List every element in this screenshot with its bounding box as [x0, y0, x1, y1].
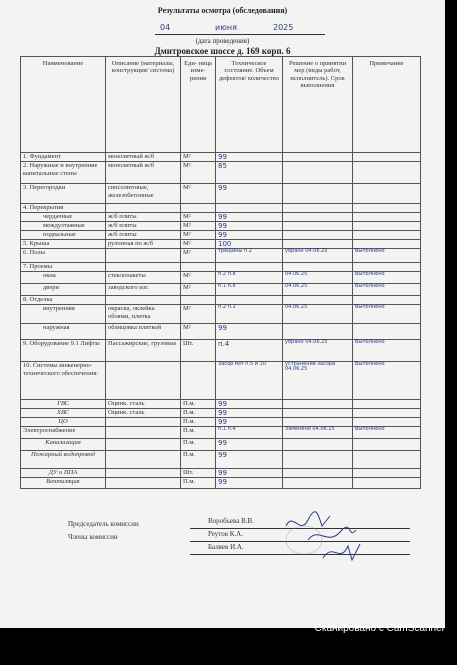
cell-unit: М² [181, 305, 216, 324]
signatures-handwritten [278, 506, 428, 568]
cell-name: 3. Перегородки [21, 184, 106, 204]
cell-unit: М² [181, 184, 216, 204]
cell-unit: Шт. [181, 469, 216, 478]
cell-state: 99 [216, 153, 283, 162]
cell-desc [106, 418, 181, 427]
cell-note: Выполнено [353, 249, 421, 263]
cell-desc [106, 204, 181, 213]
cell-note [353, 451, 421, 469]
cell-note [353, 400, 421, 409]
cell-state [216, 204, 283, 213]
cell-decision [283, 153, 353, 162]
table-row [21, 184, 421, 204]
cell-state: 99 [216, 418, 283, 427]
cell-unit: М² [181, 213, 216, 222]
cell-note [353, 222, 421, 231]
date-month: июня [215, 23, 237, 32]
cell-note: Выполнено [353, 340, 421, 362]
cell-decision [283, 213, 353, 222]
cell-decision [283, 222, 353, 231]
cell-name: ДУ и ППА [21, 469, 106, 478]
col-header-note: Примечание [353, 57, 421, 153]
cell-state: 99 [216, 324, 283, 340]
cell-desc [106, 451, 181, 469]
cell-name: чердачные [21, 213, 106, 222]
cell-state: Засор м/п п.5 и 10 [216, 362, 283, 400]
cell-decision [283, 451, 353, 469]
cell-decision: 04.06.25 [283, 305, 353, 324]
cell-note: Выполнено [353, 284, 421, 296]
cell-name: Вентиляция [21, 478, 106, 489]
cell-desc [106, 478, 181, 489]
cell-desc [106, 296, 181, 305]
table-row [21, 400, 421, 409]
cell-unit: М² [181, 153, 216, 162]
cell-desc [106, 439, 181, 451]
cell-note: Выполнено [353, 427, 421, 439]
cell-note [353, 324, 421, 340]
date-day: 04 [160, 23, 171, 32]
cell-decision: устранение засора 04.06.25 [283, 362, 353, 400]
cell-desc [106, 469, 181, 478]
cell-decision [283, 478, 353, 489]
cell-name: ГВС [21, 400, 106, 409]
cell-unit [181, 204, 216, 213]
cell-state: 99 [216, 409, 283, 418]
cell-unit: М² [181, 231, 216, 240]
cell-state: 99 [216, 213, 283, 222]
cell-state: п.1 п.6 [216, 284, 283, 296]
cell-decision [283, 400, 353, 409]
table-row [21, 409, 421, 418]
table-row [21, 340, 421, 362]
cell-state: п.2 п.8 [216, 272, 283, 284]
cell-unit [181, 362, 216, 400]
cell-desc: ж/б плиты [106, 222, 181, 231]
member2-name: Баляев И.А. [208, 543, 244, 551]
cell-note: Выполнено [353, 362, 421, 400]
cell-unit: П.м. [181, 400, 216, 409]
cell-decision [283, 439, 353, 451]
table-row [21, 204, 421, 213]
cell-decision [283, 469, 353, 478]
cell-decision: убрано 04.06.25 [283, 249, 353, 263]
table-row [21, 478, 421, 489]
cell-name: 10. Системы инженерно-технического обеспечения: [21, 362, 106, 400]
cell-state: п.2 п.1 [216, 305, 283, 324]
cell-note: Выполнено [353, 272, 421, 284]
cell-decision: 04.06.25 [283, 272, 353, 284]
cell-name: ЦО [21, 418, 106, 427]
cell-state: 100 [216, 240, 283, 249]
cell-name: 5. Крыша [21, 240, 106, 249]
cell-unit: М² [181, 162, 216, 184]
cell-unit: М² [181, 222, 216, 231]
cell-unit: М² [181, 284, 216, 296]
date-year: 2025 [273, 23, 294, 32]
cell-name: ХВС [21, 409, 106, 418]
cell-desc: Оцинк. сталь [106, 409, 181, 418]
cell-desc: заводского изг. [106, 284, 181, 296]
table-row [21, 153, 421, 162]
cell-decision [283, 204, 353, 213]
table-row [21, 324, 421, 340]
cell-desc: стеклопакеты [106, 272, 181, 284]
cell-desc [106, 362, 181, 400]
cell-desc [106, 427, 181, 439]
table-row [21, 439, 421, 451]
cell-name: 7. Проемы [21, 263, 106, 272]
table-row [21, 469, 421, 478]
col-header-desc: Описание (материалы, конструкция/ система) [106, 57, 181, 153]
cell-note: Выполнено [353, 305, 421, 324]
cell-name: 8. Отделка [21, 296, 106, 305]
table-row [21, 272, 421, 284]
document-title: Результаты осмотра (обследования) [157, 6, 288, 15]
cell-state: п.4 [216, 340, 283, 362]
cell-name: подвальные [21, 231, 106, 240]
table-row [21, 213, 421, 222]
col-header-decision: Решение о принятии мер (виды работ, исполнитель). Срок выполнения [283, 57, 353, 153]
cell-decision [283, 231, 353, 240]
cell-desc: облицовка плиткой [106, 324, 181, 340]
cell-note [353, 478, 421, 489]
date-caption: (дата проведения) [195, 37, 250, 45]
cell-note [353, 409, 421, 418]
cell-name: двери [21, 284, 106, 296]
cell-state: 99 [216, 439, 283, 451]
cell-desc: окраска, оклейка обоями, плитка [106, 305, 181, 324]
cell-decision [283, 409, 353, 418]
cell-state: 99 [216, 222, 283, 231]
cell-note [353, 469, 421, 478]
cell-decision: 04.06.25 [283, 284, 353, 296]
table-row [21, 284, 421, 296]
cell-note [353, 231, 421, 240]
cell-name: наружная [21, 324, 106, 340]
cell-desc: ж/б плиты [106, 213, 181, 222]
table-row [21, 451, 421, 469]
cell-unit: М² [181, 240, 216, 249]
cell-desc: Пассажирские, грузовые [106, 340, 181, 362]
cell-name: Электроснабжение [21, 427, 106, 439]
table-row [21, 427, 421, 439]
cell-state: 99 [216, 231, 283, 240]
cell-name: 9. Оборудование 9.1 Лифты [21, 340, 106, 362]
cell-unit: П.м. [181, 451, 216, 469]
cell-desc: рулонная по ж/б [106, 240, 181, 249]
cell-decision: Заменено 04.06.25 [283, 427, 353, 439]
cell-unit: П.м. [181, 478, 216, 489]
scanner-footer: Сканировано с CamScanner [314, 623, 445, 634]
cell-unit: П.м. [181, 427, 216, 439]
cell-state: 99 [216, 478, 283, 489]
cell-note [353, 213, 421, 222]
members-label: Члены комиссии [68, 533, 118, 541]
col-header-state: Техническое состояние. Объем дефектов/ количество [216, 57, 283, 153]
cell-state: п.1 п.4 [216, 427, 283, 439]
cell-name: внутренняя [21, 305, 106, 324]
cell-state: 99 [216, 184, 283, 204]
cell-desc: монолитный ж/б [106, 162, 181, 184]
cell-state: 99 [216, 469, 283, 478]
cell-unit: М² [181, 324, 216, 340]
date-line [155, 24, 325, 35]
chair-name: Воробьева В.В. [208, 517, 254, 525]
table-row [21, 162, 421, 184]
cell-desc: монолитный ж/б [106, 153, 181, 162]
table-row [21, 222, 421, 231]
cell-name: междуэтажные [21, 222, 106, 231]
cell-note [353, 439, 421, 451]
table-row [21, 305, 421, 324]
cell-state: 85 [216, 162, 283, 184]
cell-desc [106, 263, 181, 272]
cell-name: 6. Полы [21, 249, 106, 263]
cell-state: 99 [216, 400, 283, 409]
member1-name: Реутов К.А. [208, 530, 243, 538]
cell-state: трещины п.2 [216, 249, 283, 263]
cell-name: Канализация [21, 439, 106, 451]
cell-decision [283, 162, 353, 184]
cell-desc: гипсолитовые, железобетонные [106, 184, 181, 204]
col-header-name: Наименование [21, 57, 106, 153]
cell-note [353, 153, 421, 162]
cell-unit: М² [181, 272, 216, 284]
cell-unit [181, 263, 216, 272]
cell-unit [181, 296, 216, 305]
address: Дмитровское шоссе д. 169 корп. 6 [154, 46, 291, 56]
cell-name: Пожарный водопровод [21, 451, 106, 469]
cell-name: 2. Наружные и внутренние капитальные стены [21, 162, 106, 184]
table-row [21, 231, 421, 240]
cell-name: окна [21, 272, 106, 284]
cell-unit: П.м. [181, 439, 216, 451]
cell-decision [283, 324, 353, 340]
cell-note [353, 162, 421, 184]
cell-unit: П.м. [181, 409, 216, 418]
inspection-table [20, 56, 421, 489]
cell-name: 4. Перекрытия [21, 204, 106, 213]
table-row [21, 362, 421, 400]
cell-desc [106, 249, 181, 263]
cell-note [353, 204, 421, 213]
cell-name: 1. Фундамент [21, 153, 106, 162]
cell-note [353, 184, 421, 204]
cell-desc: Оцинк. сталь [106, 400, 181, 409]
cell-state: 99 [216, 451, 283, 469]
cell-desc: ж/б плиты [106, 231, 181, 240]
cell-unit: М² [181, 249, 216, 263]
cell-decision [283, 184, 353, 204]
chair-label: Председатель комиссии [68, 520, 139, 528]
cell-unit: П.м. [181, 418, 216, 427]
cell-unit: Шт. [181, 340, 216, 362]
col-header-unit: Еди- ница изме- рения [181, 57, 216, 153]
table-row [21, 249, 421, 263]
cell-decision: убрано 04.06.25 [283, 340, 353, 362]
